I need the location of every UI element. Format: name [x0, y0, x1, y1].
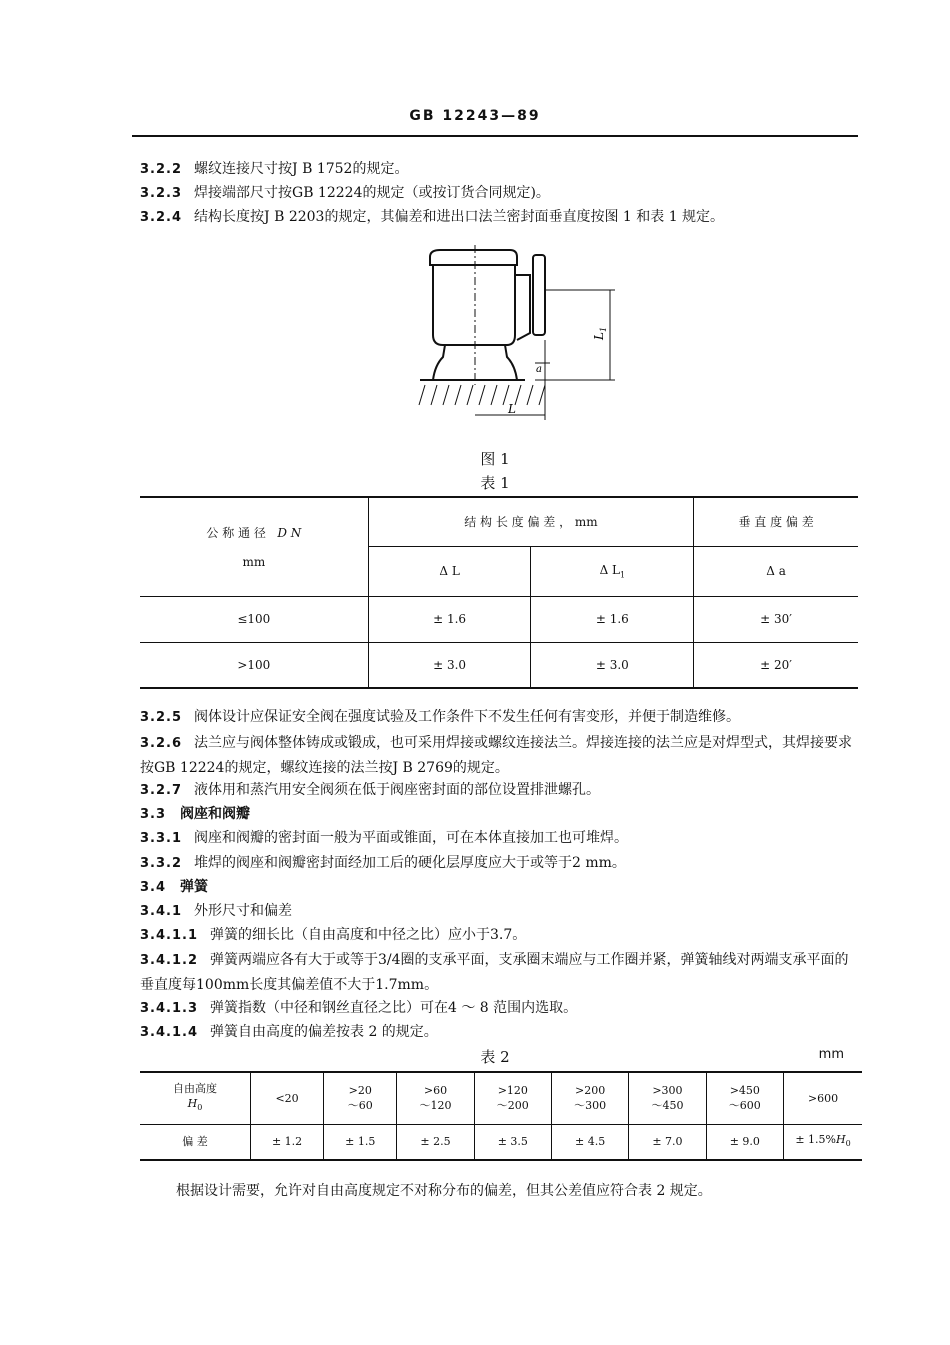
deviation-cell: ± 4.5: [551, 1124, 628, 1160]
figure-1-valve-drawing: [405, 245, 635, 430]
figure-caption: 图 1: [480, 450, 510, 468]
section-3-4: 3.4 弹簧: [140, 879, 209, 895]
range-cell: >600: [784, 1072, 863, 1124]
table-2: [140, 1071, 862, 1161]
deviation-cell: ± $1.5\%H_0$: [784, 1124, 863, 1160]
cell-da: ± 20′: [694, 642, 858, 688]
clause-text: 螺纹连接尺寸按J B 1752的规定。: [194, 161, 409, 177]
clause-3-2-5: 3.2.5 阀体设计应保证安全阀在强度试验及工作条件下不发生任何有害变形，并便于制造维修。: [140, 709, 741, 725]
header-length-deviation: 结 构 长 度 偏 差 ， mm: [368, 497, 694, 546]
clause-3-2-6: 3.2.6 法兰应与阀体整体铸成或锻成，也可采用焊接或螺纹连接法兰。焊接连接的法兰应是对焊型式，其焊接要求按GB 12224的规定，螺纹连接的法兰按J B 2769的规定。: [140, 735, 853, 776]
clause-3-4-1: 3.4.1 外形尺寸和偏差: [140, 903, 293, 919]
table2-unit: mm: [818, 1047, 844, 1062]
subheader-da: Δ a: [694, 546, 858, 596]
header-dn: 公 称 通 径 D N mm: [140, 497, 368, 596]
clause-3-4-1-3: 3.4.1.3 弹簧指数（中径和钢丝直径之比）可在4 ～ 8 范围内选取。: [140, 1000, 578, 1016]
row-label-deviation: 偏 差: [140, 1124, 251, 1160]
table-row: [140, 642, 858, 688]
row-label-free-height: 自由高度 $H_0$: [140, 1072, 251, 1124]
deviation-cell: ± 1.5: [324, 1124, 397, 1160]
deviation-cell: ± 7.0: [629, 1124, 706, 1160]
range-cell: <20: [251, 1072, 324, 1124]
range-cell: >450 ～600: [706, 1072, 783, 1124]
clause-text: 焊接端部尺寸按GB 12224的规定（或按订货合同规定)。: [194, 185, 550, 201]
clause-text: 结构长度按J B 2203的规定，其偏差和进出口法兰密封面垂直度按图 1 和表 1 规定。: [194, 209, 725, 225]
clause-3-4-1-4: 3.4.1.4 弹簧自由高度的偏差按表 2 的规定。: [140, 1024, 438, 1040]
clause-3-2-2: [140, 158, 862, 181]
clause-3-4-1-1: 3.4.1.1 弹簧的细长比（自由高度和中径之比）应小于3.7。: [140, 927, 527, 943]
cell-dl: ± 1.6: [368, 596, 531, 642]
table1-caption: 表 1: [480, 474, 510, 492]
deviation-cell: ± 9.0: [706, 1124, 783, 1160]
range-cell: >200 ～300: [551, 1072, 628, 1124]
table-row: [140, 596, 858, 642]
range-cell: >60 ～120: [397, 1072, 474, 1124]
subheader-dl1: Δ $L_1$: [531, 546, 694, 596]
cell-dn: ≤100: [140, 596, 368, 642]
clause-3-3-1: 3.3.1 阀座和阀瓣的密封面一般为平面或锥面，可在本体直接加工也可堆焊。: [140, 830, 629, 846]
clause-3-2-4: [140, 206, 862, 229]
header-rule: [132, 135, 858, 137]
clause-number: 3.2.3: [140, 186, 183, 201]
document-header: GB 12243—89: [409, 108, 541, 124]
clause-number: 3.2.2: [140, 162, 183, 177]
subheader-dl: Δ L: [368, 546, 531, 596]
header-perpendicularity: 垂 直 度 偏 差: [694, 497, 858, 546]
outlet-flange-face: [533, 255, 545, 335]
clause-3-4-1-2: 3.4.1.2 弹簧两端应各有大于或等于3/4圈的支承平面，支承圈末端应与工作圈并紧，弹簧轴线对两端支承平面的垂直度每100mm长度其偏差值不大于1.7mm。: [140, 952, 849, 993]
range-cell: >120 ～200: [474, 1072, 551, 1124]
table-1: [140, 496, 858, 689]
deviation-cell: ± 1.2: [251, 1124, 324, 1160]
table2-caption: 表 2: [480, 1048, 510, 1066]
clause-3-3-2: 3.3.2 堆焊的阀座和阀瓣密封面经加工后的硬化层厚度应大于或等于2 mm。: [140, 855, 626, 871]
section-3-3: 3.3 阀座和阀瓣: [140, 806, 251, 822]
range-cell: >300 ～450: [629, 1072, 706, 1124]
deviation-cell: ± 2.5: [397, 1124, 474, 1160]
cell-dn: >100: [140, 642, 368, 688]
cell-dl1: ± 1.6: [531, 596, 694, 642]
valve-cap: [430, 250, 517, 265]
clause-3-2-7: 3.2.7 液体用和蒸汽用安全阀须在低于阀座密封面的部位设置排泄螺孔。: [140, 782, 601, 798]
cell-dl: ± 3.0: [368, 642, 531, 688]
cell-da: ± 30′: [694, 596, 858, 642]
cell-dl1: ± 3.0: [531, 642, 694, 688]
footer-note: 根据设计需要，允许对自由高度规定不对称分布的偏差，但其公差值应符合表 2 规定。: [176, 1183, 712, 1199]
label-L: L: [508, 402, 516, 416]
clause-3-2-3: [140, 182, 862, 205]
range-cell: >20 ～60: [324, 1072, 397, 1124]
deviation-cell: ± 3.5: [474, 1124, 551, 1160]
valve-body: [433, 265, 515, 345]
outlet-flange: [515, 275, 530, 340]
label-L1: $L_1$: [592, 326, 608, 340]
clause-number: 3.2.4: [140, 210, 183, 225]
label-a: a: [536, 364, 542, 375]
